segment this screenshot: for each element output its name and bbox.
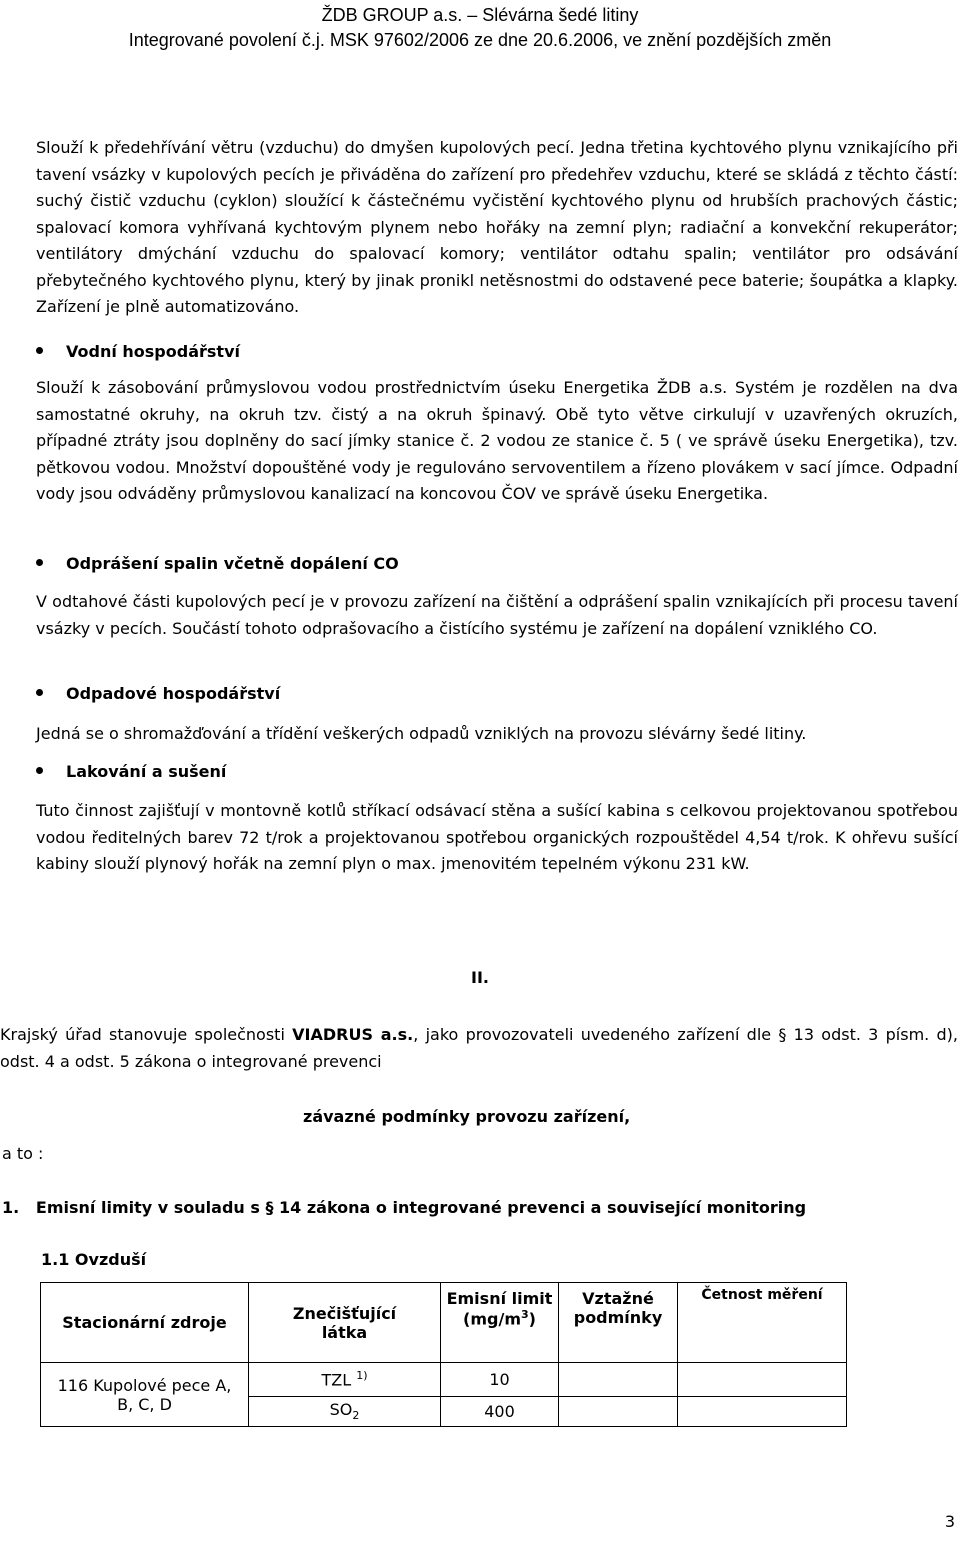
emission-limits-table — [40, 1282, 847, 1427]
section-1-1-heading: 1.1 Ovzduší — [41, 1250, 147, 1269]
conditions-cell — [559, 1363, 678, 1397]
source-cell: 116 Kupolové pece A, B, C, D — [41, 1363, 249, 1427]
page-number: 3 — [944, 1512, 955, 1531]
header-pollutant: Znečišťující látka — [249, 1283, 441, 1363]
limit-cell: 10 — [441, 1363, 559, 1397]
conditions-cell — [559, 1397, 678, 1427]
section-title: Odprášení spalin včetně dopálení CO — [66, 554, 399, 573]
frequency-cell — [678, 1397, 847, 1427]
intro-paragraph: Slouží k předehřívání větru (vzduchu) do dmyšen kupolových pecí. Jedna třetina kychtového plynu vznikajícího při tavení vsázky v kupolových pecích je přiváděna do zařízení pro předehřev vzduchu, které se skládá z těchto částí: suchý čistič vzduchu (cyklon) sloužící k částečnému vyčistění kychtového plynu od hrubších prachových částic; spalovací komora vyhřívaná kychtovým plynem nebo hořáky na zemní plyn; radiační a konvekční rekuperátor; ventilátory dmýchání vzduchu do spalovací komory; ventilátor odtahu spalin; ventilátor pro odsávání přebytečného kychtového plynu, který by jinak pronikl netěsnostmi do odstavené pece baterie; šoupátka a klapky. Zařízení je plně automatizováno. — [36, 138, 958, 316]
part-heading: II. — [471, 968, 489, 987]
pollutant-cell: $SO_2$ — [249, 1397, 441, 1427]
conditions-title: závazné podmínky provozu zařízení, — [303, 1107, 631, 1126]
section-text-water: Slouží k zásobování průmyslovou vodou prostřednictvím úseku Energetika ŽDB a.s. Systém je rozdělen na dva samostatné okruhy, na okruh tzv. čistý a na okruh špinavý. Obě tyto větve cirkulují v uzavřených okruzích, případné ztráty jsou doplněny do sací jímky stanice č. 2 vodou ze stanice č. 5 ( ve správě úseku Energetika), tzv. pětkovou vodou. Množství dopouštěné vody je regulováno servoventilem a řízeno plovákem v sací jímce. Odpadní vody jsou odváděny průmyslovou kanalizací na koncovou ČOV ve správě úseku Energetika. — [36, 378, 958, 503]
header-conditions: Vztažné podmínky — [559, 1283, 678, 1363]
section-text-painting: Tuto činnost zajišťují v montovně kotlů stříkací odsávací stěna a sušící kabina s celkovou projektovanou spotřebou vodou ředitelných barev 72 t/rok a projektovanou spotřebou organických rozpouštědel 4,54 t/rok. K ohřevu sušící kabiny slouží plynový hořák na zemní plyn o max. jmenovitém tepelném výkonu 231 kW. — [36, 801, 958, 873]
limit-cell: 400 — [441, 1397, 559, 1427]
bullet-icon — [36, 559, 43, 566]
header-permit: Integrované povolení č.j. MSK 97602/2006 ze dne 20.6.2006, ve znění pozdějších změn — [128, 30, 832, 50]
header-company: ŽDB GROUP a.s. – Slévárna šedé litiny — [321, 5, 639, 25]
section-text-dedusting: V odtahové části kupolových pecí je v provozu zařízení na čištění a odprášení spalin vznikajících při procesu tavení vsázky v pecích. Součástí tohoto odprašovacího a čistícího systému je zařízení na dopálení vzniklého CO. — [36, 592, 958, 638]
section-text-waste: Jedná se o shromažďování a třídění veškerých odpadů vzniklých na provozu slévárny šedé litiny. — [36, 724, 807, 743]
bullet-icon — [36, 689, 43, 696]
section-title: Vodní hospodářství — [66, 342, 240, 361]
header-frequency: Četnost měření — [678, 1283, 847, 1363]
section-1-heading: 1. Emisní limity v souladu s § 14 zákona o integrované prevenci a související monitoring — [2, 1198, 807, 1217]
a-to-label: a to : — [2, 1144, 44, 1163]
frequency-cell — [678, 1363, 847, 1397]
table-row — [41, 1363, 847, 1397]
pollutant-cell: TZL $^{1)}$ — [249, 1363, 441, 1397]
header-source: Stacionární zdroje — [41, 1283, 249, 1363]
document-header — [0, 3, 960, 53]
bullet-icon — [36, 767, 43, 774]
company-name: VIADRUS a.s. — [292, 1025, 414, 1044]
section-title: Odpadové hospodářství — [66, 684, 281, 703]
section-title: Lakování a sušení — [66, 762, 227, 781]
decision-paragraph: Krajský úřad stanovuje společnosti VIADRUS a.s., jako provozovateli uvedeného zařízení dle § 13 odst. 3 písm. d), odst. 4 a odst. 5 zákona o integrované prevenci — [0, 1025, 958, 1071]
section-heading-painting — [36, 760, 226, 784]
section-heading-water — [36, 340, 240, 364]
section-heading-waste — [36, 682, 280, 706]
section-heading-dedusting — [36, 552, 399, 576]
bullet-icon — [36, 347, 43, 354]
header-limit: Emisní limit $(mg/m^3)$ — [441, 1283, 559, 1363]
